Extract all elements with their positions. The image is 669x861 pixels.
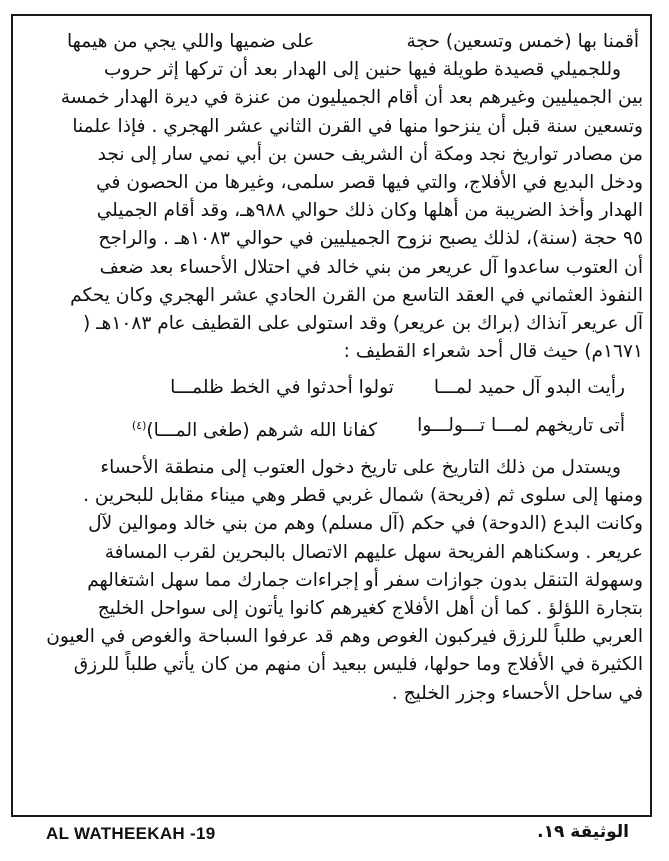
- text-line: وللجميلي قصيدة طويلة فيها حنين إلى الهدار بعد أن تركها إثر حروب: [104, 59, 621, 81]
- text-line: وسهولة التنقل بدون جوازات سفر أو إجراءات جمارك مما سهل اشتغالهم: [87, 569, 643, 591]
- text-line: ودخل البديع في الأفلاج، والتي فيها قصر سلمى، وغيرها من الحصون في: [96, 172, 643, 194]
- text-line: وتسعين سنة قبل أن ينزحوا منها في القرن الثاني عشر الهجري . فإذا علمنا: [72, 115, 643, 137]
- paragraph-1: [26, 56, 643, 366]
- verse-1-second-hemistich: تولوا أحدثوا في الخط ظلمـــا: [170, 377, 394, 399]
- verse-1-first-hemistich: رأيت البدو آل حميد لمـــا: [433, 377, 625, 399]
- text-line: عريعر . وسكناهم الفريحة سهل عليهم الاتصال بالبحرين لقرب المسافة: [104, 541, 643, 563]
- verse-2-second-hemistich: [132, 412, 377, 445]
- text-line: العربي طلباً للرزق فيركبون الغوص وهم قد عرفوا السباحة والغوص في العيون: [46, 626, 643, 648]
- text-line: ويستدل من ذلك التاريخ على تاريخ دخول العتوب إلى منطقة الأحساء: [100, 457, 621, 479]
- text-line: ٩٥ حجة (سنة)، لذلك يصبح نزوح الجميليين في حوالي ١٠٨٣هـ . والراجح: [98, 228, 643, 250]
- text-line: في ساحل الأحساء وجزر الخليج .: [391, 682, 643, 704]
- footer-issue-number: الوثيقة ١٩.: [537, 822, 629, 842]
- document-body: [26, 28, 643, 708]
- footer-publication-name: AL WATHEEKAH -19: [46, 824, 216, 843]
- poem-top-second-hemistich: على ضميها واللي يجي من هيمها: [67, 31, 315, 52]
- text-line: بتجارة اللؤلؤ . كما أن أهل الأفلاج كغيرهم كانوا يأتون إلى سواحل الخليج: [97, 598, 643, 620]
- verse-2-first-hemistich: أتى تاريخهم لمـــا تـــولـــوا: [417, 414, 625, 436]
- poem-top-verse: [39, 28, 639, 56]
- text-line: أن العتوب ساعدوا آل عريعر من بني خالد في احتلال الأحساء بعد ضعف: [99, 256, 643, 278]
- text-line: آل عريعر آنذاك (براك بن عريعر) وقد استولى على القطيف عام ١٠٨٣هـ (: [82, 313, 643, 335]
- page-footer: [0, 820, 669, 850]
- paragraph-2: [26, 454, 643, 708]
- text-line: الهدار وأخذ الضريبة من أهلها وكان ذلك حوالي ٩٨٨هـ، وقد أقام الجميلي: [96, 200, 643, 222]
- poem-verses: [26, 374, 643, 445]
- footnote-marker: (٤): [131, 418, 147, 432]
- verse-2: [26, 412, 625, 445]
- text-line: الكثيرة في الأفلاج وما حولها، فليس ببعيد أن منهم من كان يأتي طلباً للرزق: [73, 654, 643, 676]
- poem-top-first-hemistich: أقمنا بها (خمس وتسعين) حجة: [406, 31, 639, 52]
- text-line: ١٦٧١م) حيث قال أحد شعراء القطيف :: [343, 341, 643, 363]
- verse-2-second-text: كفانا الله شرهم (طغى المـــا): [146, 419, 378, 441]
- text-line: النفوذ العثماني في العقد التاسع من القرن الحادي عشر الهجري وكان يحكم: [70, 284, 643, 306]
- verse-1: [26, 374, 625, 402]
- text-line: من مصادر تواريخ نجد ومكة أن الشريف حسن بن أبي نمي سار إلى نجد: [97, 143, 643, 165]
- text-line: ومنها إلى سلوى ثم (فريحة) شمال غربي قطر وهي ميناء مقابل للبحرين .: [83, 485, 643, 507]
- text-line: بين الجميليين وغيرهم بعد أن أقام الجميليون من عنزة في ديرة الهدار خمسة: [60, 87, 643, 109]
- text-line: وكانت البدع (الدوحة) في حكم (آل مسلم) وهم من بني خالد وموالين لآل: [88, 513, 643, 535]
